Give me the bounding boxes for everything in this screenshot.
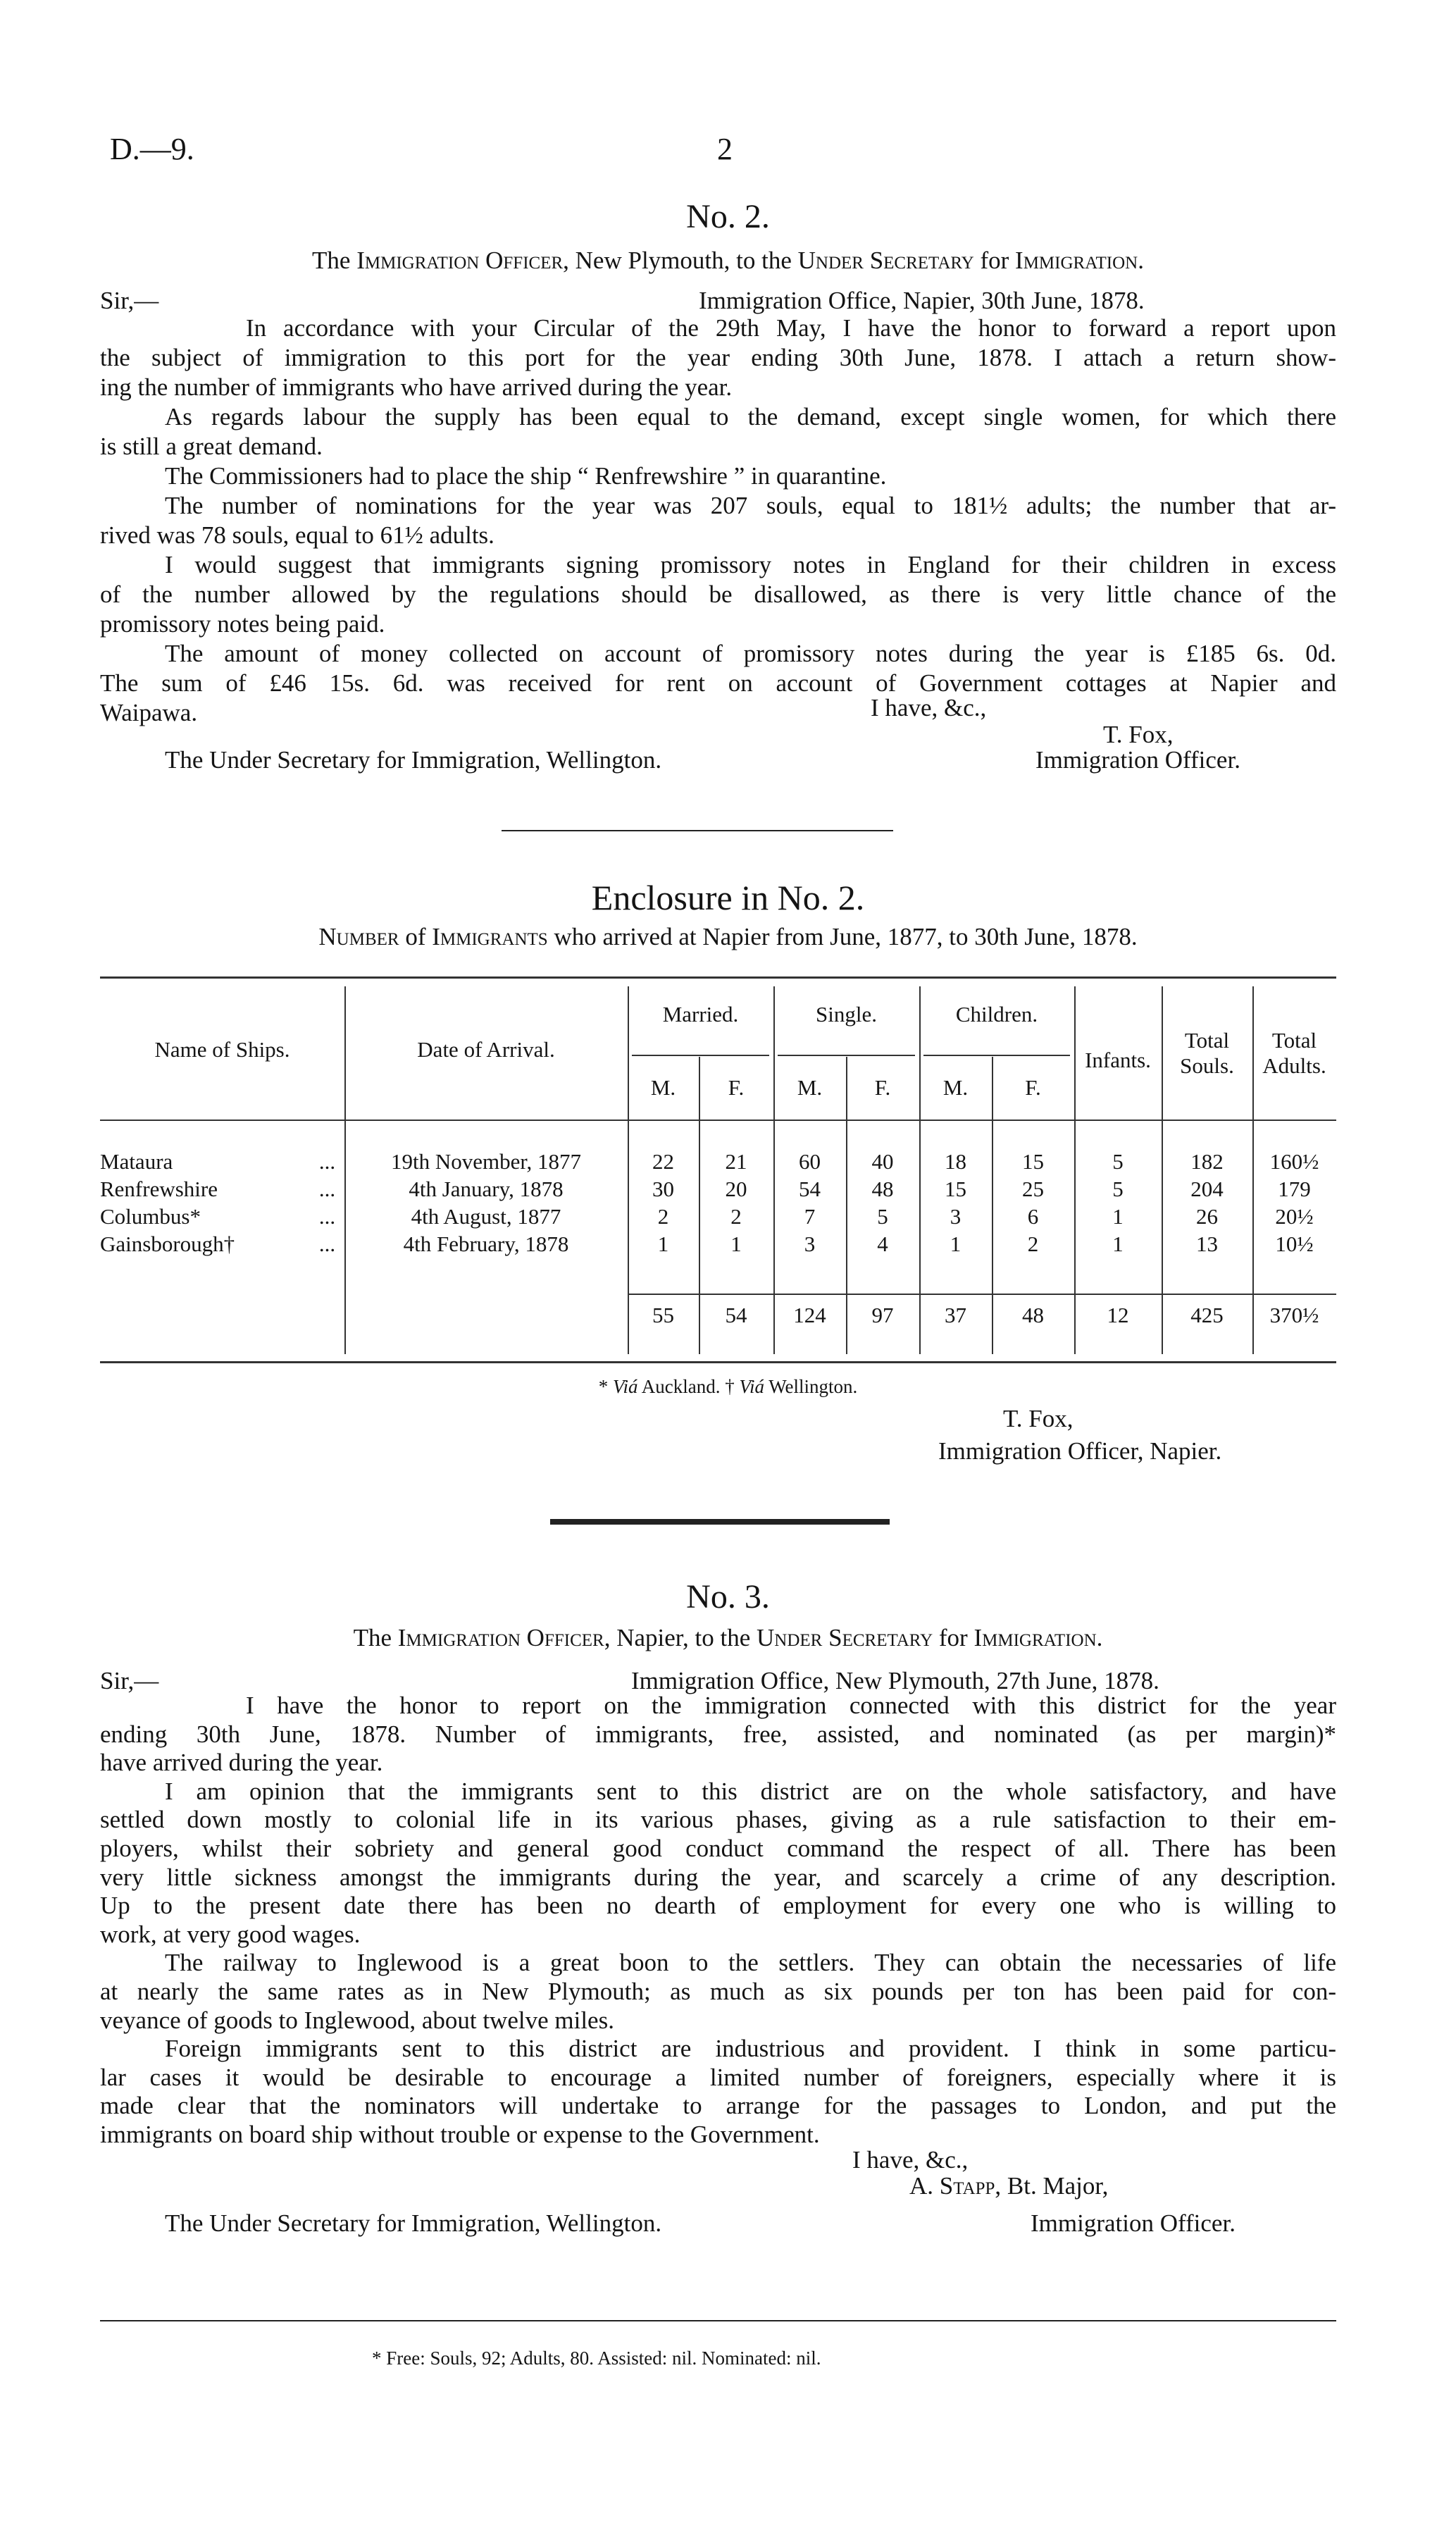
table-cell: 7 [804, 1204, 816, 1229]
totals-rule [628, 1294, 1336, 1295]
table-top-rule [100, 976, 1336, 979]
text-line: of the number allowed by the regulations should be disallowed, as there is very little chance of the [100, 581, 1336, 608]
text-segment: for [933, 1624, 974, 1651]
header-date-of-arrival: Date of Arrival. [417, 1037, 555, 1062]
table-cell: 48 [871, 1177, 894, 1201]
dateline: Immigration Office, Napier, 30th June, 1878. [699, 287, 1145, 314]
text-segment: Stapp [939, 2172, 995, 2200]
page-number: 2 [717, 132, 733, 166]
text-line: I have the honor to report on the immigration connected with this district for the year [246, 1692, 1336, 1719]
text-line: at nearly the same rates as in New Plymouth; as much as six pounds per ton has been paid for con- [100, 1977, 1336, 2005]
leader-dots: ... [318, 1232, 336, 1256]
enclosure-signer-title: Immigration Officer, Napier. [938, 1437, 1222, 1465]
header-single: Single. [816, 1002, 877, 1027]
table-cell: 1 [657, 1232, 669, 1256]
table-cell: 5 [1112, 1177, 1124, 1201]
letter-address-no3 [0, 1624, 1456, 1652]
text-line: The railway to Inglewood is a great boon to the settlers. They can obtain the necessaries of life [165, 1949, 1336, 1977]
leader-dots: ... [318, 1204, 336, 1229]
text-line: immigrants on board ship without trouble or expense to the Government. [100, 2120, 820, 2148]
total-cell: 97 [871, 1303, 894, 1327]
table-bottom-rule [100, 1361, 1336, 1363]
signer-title: Immigration Officer. [1035, 746, 1240, 774]
table-cell: 10½ [1275, 1232, 1314, 1256]
addressee: The Under Secretary for Immigration, Wellington. [165, 746, 662, 774]
text-segment: Number [318, 923, 399, 950]
header-total-adults: Adults. [1262, 1053, 1326, 1078]
table-cell: 22 [652, 1149, 674, 1174]
letter-body-no3 [100, 1692, 1336, 2150]
total-cell: 55 [652, 1303, 674, 1327]
text-line: Up to the present date there has been no dearth of employment for every one who is willing to [100, 1892, 1336, 1920]
text-segment: A. [909, 2172, 940, 2200]
enclosure-subtitle [0, 923, 1456, 951]
addressee: The Under Secretary for Immigration, Wellington. [165, 2209, 662, 2237]
text-line: lar cases it would be desirable to encourage a limited number of foreigners, especially where it is [100, 2063, 1336, 2091]
text-line: rived was 78 souls, equal to 61½ adults. [100, 521, 494, 549]
header-female: F. [1025, 1075, 1041, 1100]
text-segment: The [312, 247, 357, 274]
closing: I have, &c., [852, 2146, 969, 2174]
total-cell: 425 [1190, 1303, 1224, 1327]
total-cell: 12 [1107, 1303, 1129, 1327]
header-bottom-rule [100, 1120, 1336, 1121]
leader-dots: ... [318, 1177, 336, 1201]
closing: I have, &c., [871, 694, 987, 721]
text-segment: Wellington. [764, 1376, 858, 1397]
text-segment: Immigration [1015, 247, 1138, 274]
group-rule [923, 1055, 1070, 1056]
signature: T. Fox, [1103, 721, 1174, 748]
header-children: Children. [955, 1002, 1038, 1027]
arrival-date: 4th August, 1877 [411, 1204, 561, 1229]
table-cell: 1 [1112, 1232, 1124, 1256]
header-male: M. [942, 1075, 969, 1100]
text-segment: , Bt. Major, [995, 2172, 1109, 2200]
ship-name: Mataura [100, 1149, 173, 1174]
table-footnote [0, 1376, 1456, 1398]
header-female: F. [874, 1075, 891, 1100]
table-cell: 20 [725, 1177, 747, 1201]
text-segment: , New Plymouth, to the [563, 247, 798, 274]
text-segment: Immigration Officer [356, 247, 564, 274]
text-line: very little sickness amongst the immigrants during the year, and scarcely a crime of any description. [100, 1863, 1336, 1891]
table-cell: 15 [945, 1177, 966, 1201]
document-reference: D.—9. [110, 132, 194, 166]
text-line: settled down mostly to colonial life in its various phases, giving as a rule satisfaction to their em- [100, 1806, 1336, 1834]
text-line: veyance of goods to Inglewood, about twelve miles. [100, 2006, 614, 2034]
text-line: In accordance with your Circular of the 29th May, I have the honor to forward a report upon [246, 314, 1336, 342]
letter-title-no3: No. 3. [686, 1578, 770, 1616]
table-cell: 20½ [1275, 1204, 1314, 1229]
text-segment: Auckland. † [637, 1376, 740, 1397]
header-female: F. [728, 1075, 745, 1100]
salutation: Sir,— [100, 287, 159, 314]
table-cell: 1 [1112, 1204, 1124, 1229]
table-cell: 4 [877, 1232, 888, 1256]
header-male: M. [650, 1075, 676, 1100]
footnote-divider [100, 2320, 1336, 2321]
enclosure-title: Enclosure in No. 2. [591, 878, 865, 917]
table-cell: 160½ [1269, 1149, 1319, 1174]
table-cell: 26 [1196, 1204, 1218, 1229]
table-cell: 204 [1190, 1177, 1224, 1201]
header-total-souls: Souls. [1180, 1053, 1234, 1078]
table-cell: 5 [1112, 1149, 1124, 1174]
table-cell: 3 [950, 1204, 962, 1229]
table-cell: 18 [945, 1149, 966, 1174]
letter-title-no2: No. 2. [686, 198, 770, 235]
table-cell: 54 [799, 1177, 821, 1201]
table-cell: 182 [1190, 1149, 1224, 1174]
text-segment: Viá [739, 1376, 764, 1397]
table-cell: 15 [1022, 1149, 1044, 1174]
table-cell: 25 [1022, 1177, 1044, 1201]
salutation: Sir,— [100, 1667, 159, 1694]
group-rule [778, 1055, 915, 1056]
text-segment: Under Secretary [757, 1624, 933, 1651]
table-cell: 30 [652, 1177, 674, 1201]
text-line: Foreign immigrants sent to this district are industrious and provident. I think in some particu- [165, 2035, 1336, 2063]
table-cell: 13 [1196, 1232, 1218, 1256]
enclosure-signature: T. Fox, [1003, 1405, 1074, 1432]
total-cell: 37 [945, 1303, 966, 1327]
text-line: promissory notes being paid. [100, 610, 385, 638]
header-infants: Infants. [1085, 1048, 1151, 1072]
total-cell: 124 [793, 1303, 826, 1327]
text-line: I would suggest that immigrants signing promissory notes in England for their children in excess [165, 551, 1336, 578]
text-line: ployers, whilst their sobriety and general good conduct command the respect of all. There has been [100, 1834, 1336, 1862]
text-segment: , Napier, to the [604, 1624, 757, 1651]
text-segment: Immigration Officer [397, 1624, 604, 1651]
ship-name: Columbus* [100, 1204, 201, 1229]
dateline: Immigration Office, New Plymouth, 27th June, 1878. [631, 1667, 1159, 1694]
table-cell: 21 [725, 1149, 747, 1174]
text-segment: Immigrants [432, 923, 548, 950]
text-segment: who arrived at Napier from June, 1877, to 30th June, 1878. [547, 923, 1138, 950]
text-segment: The [353, 1624, 398, 1651]
text-line: work, at very good wages. [100, 1920, 361, 1948]
text-line: I am opinion that the immigrants sent to this district are on the whole satisfactory, and have [165, 1777, 1336, 1805]
group-rule [632, 1055, 769, 1056]
text-segment: . [1138, 247, 1144, 274]
text-segment: Immigration [973, 1624, 1097, 1651]
table-cell: 5 [877, 1204, 888, 1229]
header-total-adults: Total [1271, 1028, 1317, 1053]
table-cell: 40 [871, 1149, 894, 1174]
text-segment: for [973, 247, 1016, 274]
letter-address-no2 [0, 247, 1456, 275]
total-cell: 48 [1022, 1303, 1044, 1327]
table-cell: 1 [730, 1232, 742, 1256]
section-divider [502, 830, 893, 831]
text-line: As regards labour the supply has been equal to the demand, except single women, for which there [165, 403, 1336, 430]
text-line: ending 30th June, 1878. Number of immigrants, free, assisted, and nominated (as per margin)* [100, 1720, 1336, 1748]
arrival-date: 4th January, 1878 [409, 1177, 564, 1201]
table-cell: 2 [1027, 1232, 1039, 1256]
signer-title: Immigration Officer. [1031, 2209, 1236, 2237]
table-cell: 60 [799, 1149, 821, 1174]
text-line: have arrived during the year. [100, 1749, 383, 1777]
total-cell: 54 [725, 1303, 747, 1327]
ship-name: Gainsborough† [100, 1232, 235, 1256]
text-line: ing the number of immigrants who have arrived during the year. [100, 373, 733, 401]
text-line: The number of nominations for the year was 207 souls, equal to 181½ adults; the number that ar- [165, 492, 1336, 519]
section-divider-thick [550, 1519, 890, 1525]
header-male: M. [797, 1075, 823, 1100]
arrival-date: 4th February, 1878 [403, 1232, 569, 1256]
text-segment: Under Secretary [797, 247, 974, 274]
text-line: The Commissioners had to place the ship “ Renfrewshire ” in quarantine. [165, 462, 887, 490]
table-cell: 2 [730, 1204, 742, 1229]
signature [909, 2171, 1108, 2201]
text-line: made clear that the nominators will undertake to arrange for the passages to London, and put the [100, 2092, 1336, 2120]
text-segment: Viá [612, 1376, 638, 1397]
header-name-of-ships: Name of Ships. [154, 1037, 290, 1062]
total-cell: 370½ [1269, 1303, 1319, 1327]
header-married: Married. [662, 1002, 739, 1027]
header-total-souls: Total [1184, 1028, 1230, 1053]
leader-dots: ... [318, 1149, 336, 1174]
table-cell: 2 [657, 1204, 669, 1229]
text-line: The sum of £46 15s. 6d. was received for rent on account of Government cottages at Napier and [100, 669, 1336, 697]
text-segment: of [399, 923, 433, 950]
text-segment: . [1096, 1624, 1103, 1651]
table-cell: 179 [1278, 1177, 1311, 1201]
text-line: Waipawa. [100, 699, 198, 726]
text-line: The amount of money collected on account of promissory notes during the year is £185 6s. 0d. [165, 640, 1336, 667]
ship-name: Renfrewshire [100, 1177, 218, 1201]
margin-footnote: * Free: Souls, 92; Adults, 80. Assisted: nil. Nominated: nil. [372, 2348, 821, 2369]
letter-body-no2 [100, 314, 1336, 728]
table-cell: 6 [1027, 1204, 1039, 1229]
text-line: is still a great demand. [100, 433, 323, 460]
table-cell: 3 [804, 1232, 816, 1256]
table-cell: 1 [950, 1232, 962, 1256]
text-segment: * [598, 1376, 613, 1397]
arrival-date: 19th November, 1877 [391, 1149, 581, 1174]
text-line: the subject of immigration to this port for the year ending 30th June, 1878. I attach a return show- [100, 344, 1336, 371]
